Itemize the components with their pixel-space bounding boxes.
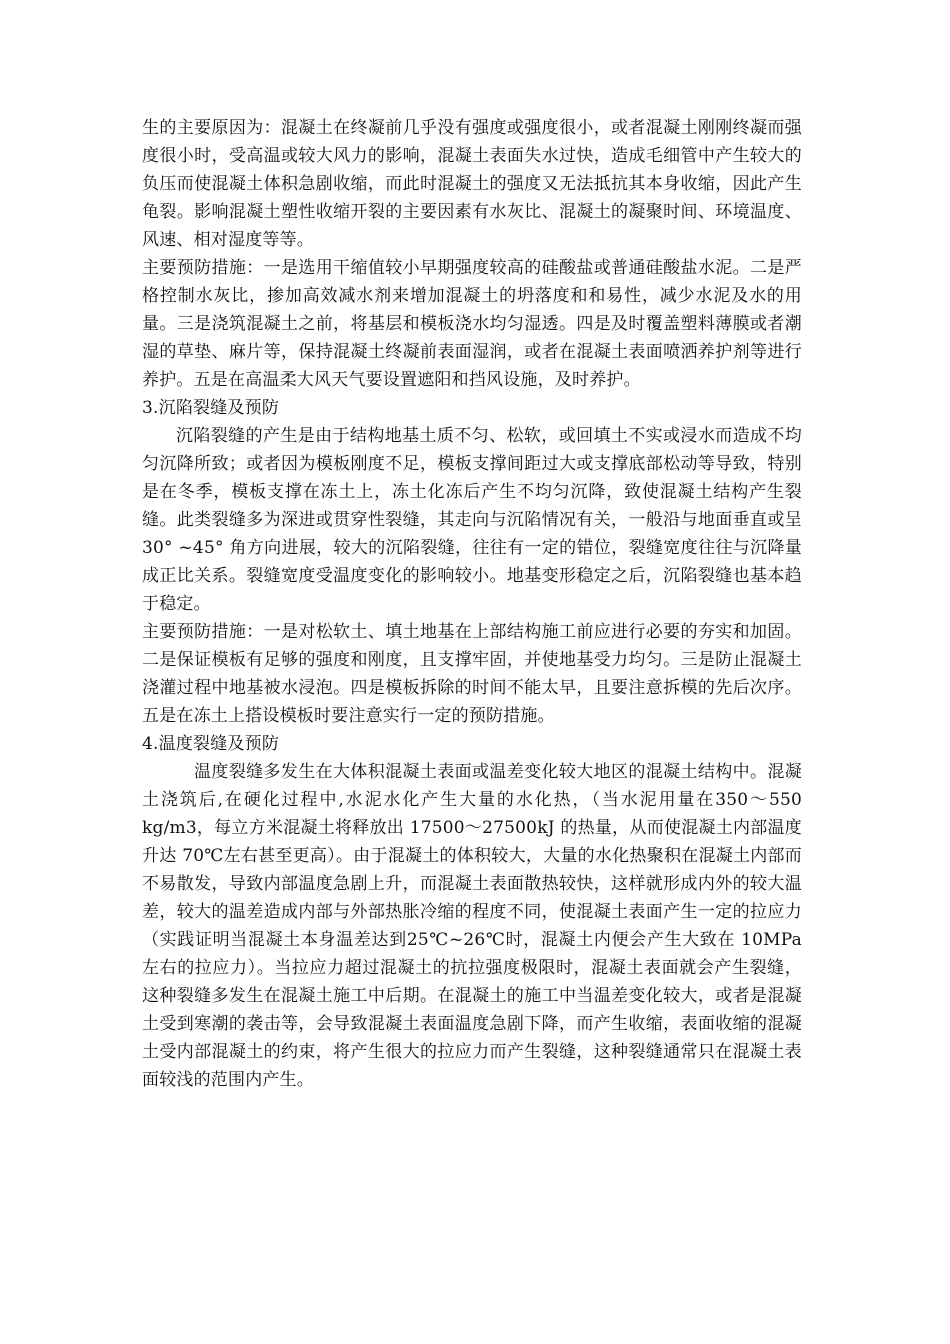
paragraph-settlement-cause: 沉陷裂缝的产生是由于结构地基土质不匀、松软，或回填土不实或浸水而造成不均匀沉降所致；或者因为模板刚度不足，模板支撑间距过大或支撑底部松动等导致，特别是在冬季，模板支撑在冻土上，冻土化冻后产生不均匀沉降，致使混凝土结构产生裂缝。此类裂缝多为深进或贯穿性裂缝，其走向与沉陷情况有关，一般沿与地面垂直或呈 30° ~45° 角方向进展，较大的沉陷裂缝，往往有一定的错位，裂缝宽度往往与沉降量成正比关系。裂缝宽度受温度变化的影响较小。地基变形稳定之后，沉陷裂缝也基本趋于稳定。 [142, 426, 802, 614]
paragraph-shrinkage-prevention: 主要预防措施：一是选用干缩值较小早期强度较高的硅酸盐或普通硅酸盐水泥。二是严格控制水灰比，掺加高效减水剂来增加混凝土的坍落度和和易性，减少水泥及水的用量。三是浇筑混凝土之前，将基层和模板浇水均匀湿透。四是及时覆盖塑料薄膜或者潮湿的草垫、麻片等，保持混凝土终凝前表面湿润，或者在混凝土表面喷洒养护剂等进行养护。五是在高温柔大风天气要设置遮阳和挡风设施，及时养护。 [142, 258, 802, 390]
paragraph-settlement-prevention: 主要预防措施：一是对松软土、填土地基在上部结构施工前应进行必要的夯实和加固。二是保证模板有足够的强度和刚度，且支撑牢固，并使地基受力均匀。三是防止混凝土浇灌过程中地基被水浸泡。四是模板拆除的时间不能太早，且要注意拆模的先后次序。五是在冻土上搭设模板时要注意实行一定的预防措施。 [142, 622, 802, 726]
document-page [142, 114, 820, 1094]
paragraph-shrinkage-cause: 生的主要原因为：混凝土在终凝前几乎没有强度或强度很小，或者混凝土刚刚终凝而强度很小时，受高温或较大风力的影响，混凝土表面失水过快，造成毛细管中产生较大的负压而使混凝土体积急剧收缩，而此时混凝土的强度又无法抵抗其本身收缩，因此产生龟裂。影响混凝土塑性收缩开裂的主要因素有水灰比、混凝土的凝聚时间、环境温度、风速、相对湿度等等。 [142, 118, 802, 250]
section-heading-settlement-cracks: 3.沉陷裂缝及预防 [142, 398, 280, 418]
section-heading-temperature-cracks: 4.温度裂缝及预防 [142, 734, 280, 754]
paragraph-temperature-cause: 温度裂缝多发生在大体积混凝土表面或温差变化较大地区的混凝土结构中。混凝土浇筑后,在硬化过程中,水泥水化产生大量的水化热，（当水泥用量在350～550 kg/m3，每立方米混凝土将释放出 17500～27500kJ 的热量，从而使混凝土内部温度升达 70℃左右甚至更高）。由于混凝土的体积较大，大量的水化热聚积在混凝土内部而不易散发，导致内部温度急剧上升，而混凝土表面散热较快，这样就形成内外的较大温差，较大的温差造成内部与外部热胀冷缩的程度不同，使混凝土表面产生一定的拉应力（实践证明当混凝土本身温差达到25℃~26℃时，混凝土内便会产生大致在 10MPa 左右的拉应力）。当拉应力超过混凝土的抗拉强度极限时，混凝土表面就会产生裂缝，这种裂缝多发生在混凝土施工中后期。在混凝土的施工中当温差变化较大，或者是混凝土受到寒潮的袭击等，会导致混凝土表面温度急剧下降，而产生收缩，表面收缩的混凝土受内部混凝土的约束，将产生很大的拉应力而产生裂缝，这种裂缝通常只在混凝土表面较浅的范围内产生。 [142, 762, 820, 1090]
